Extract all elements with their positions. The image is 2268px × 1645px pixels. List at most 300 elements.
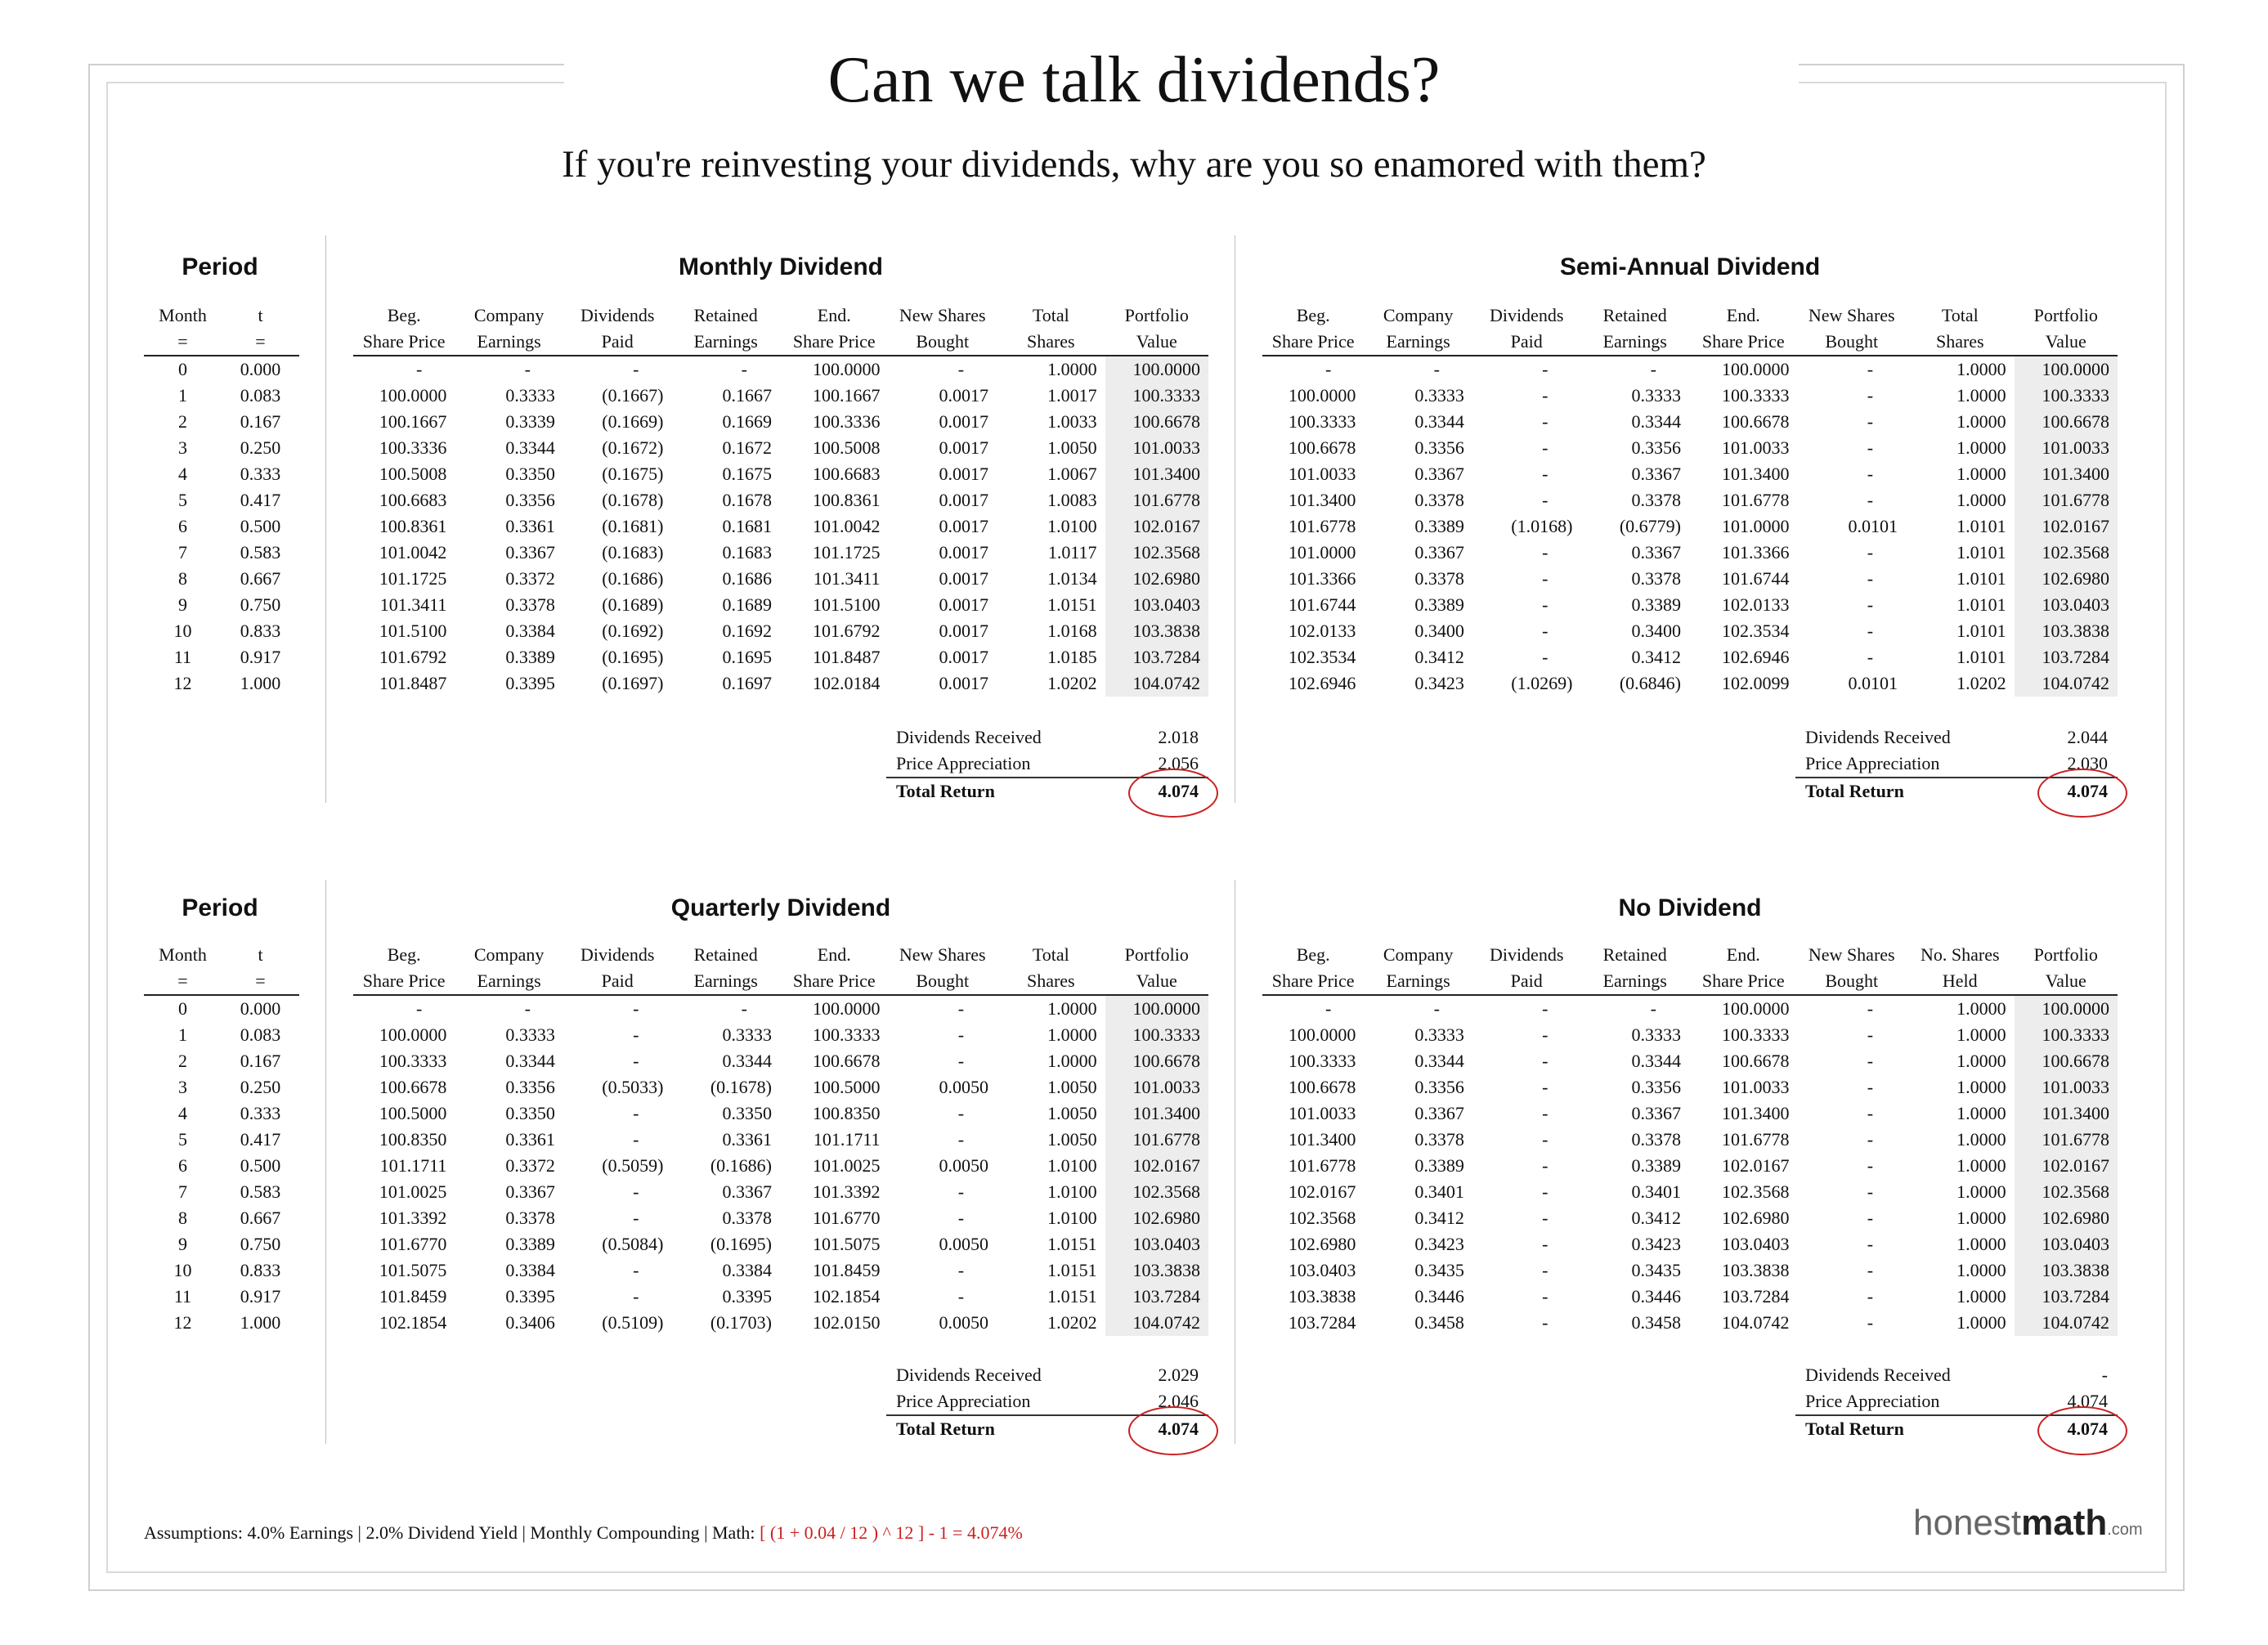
column-header: Held bbox=[1906, 968, 2015, 995]
header-row bbox=[353, 968, 1208, 995]
table-cell: 0.0017 bbox=[939, 542, 989, 563]
table-cell: 103.3838 bbox=[1288, 1286, 1356, 1307]
table-cell: - bbox=[1867, 464, 1874, 484]
table-cell: - bbox=[1542, 490, 1549, 510]
semiannual-dividends-label: Dividends Received bbox=[1805, 727, 1951, 747]
table-cell: 0.3401 bbox=[1414, 1181, 1464, 1202]
table-cell: 1.0050 bbox=[1047, 1129, 1097, 1150]
table-cell: - bbox=[524, 998, 531, 1019]
table-cell: 0.3356 bbox=[1414, 437, 1464, 458]
semiannual-total-highlight bbox=[2037, 769, 2127, 818]
table-row bbox=[1262, 1100, 2118, 1127]
table-cell: 100.3333 bbox=[379, 1051, 447, 1071]
monthly-dividend-table bbox=[353, 303, 1208, 697]
table-cell: 100.6678 bbox=[1105, 1048, 1208, 1074]
table-cell: 102.0167 bbox=[2015, 1153, 2118, 1179]
monthly-dividends-label: Dividends Received bbox=[896, 727, 1042, 747]
table-cell: (0.1686) bbox=[710, 1155, 772, 1176]
table-cell: 1.0017 bbox=[1047, 385, 1097, 406]
table-row bbox=[1262, 1074, 2118, 1100]
table-row bbox=[144, 1153, 299, 1179]
table-cell: 0.333 bbox=[240, 464, 281, 484]
table-cell: 102.0150 bbox=[813, 1312, 881, 1333]
table-cell: 101.1725 bbox=[813, 542, 881, 563]
column-header: Portfolio bbox=[2033, 944, 2098, 965]
assumptions-footer bbox=[144, 1521, 1023, 1545]
table-cell: 0.250 bbox=[240, 1077, 281, 1097]
table-cell: 102.0167 bbox=[1288, 1181, 1356, 1202]
table-cell: 101.6778 bbox=[1722, 1129, 1790, 1150]
table-cell: 103.7284 bbox=[1288, 1312, 1356, 1333]
table-cell: 101.3400 bbox=[1288, 1129, 1356, 1150]
table-cell: - bbox=[1542, 1155, 1549, 1176]
table-cell: 12 bbox=[173, 673, 192, 693]
table-cell: 0.0017 bbox=[939, 464, 989, 484]
table-cell: 101.3400 bbox=[1105, 461, 1208, 487]
table-cell: 0.3367 bbox=[505, 1181, 555, 1202]
table-cell: 0.3361 bbox=[505, 1129, 555, 1150]
table-cell: 102.6980 bbox=[1722, 1208, 1790, 1228]
table-cell: 1.0100 bbox=[1047, 1155, 1097, 1176]
table-cell: 100.6678 bbox=[2015, 1048, 2118, 1074]
table-cell: 100.0000 bbox=[1105, 356, 1208, 383]
table-cell: 100.0000 bbox=[1722, 998, 1790, 1019]
table-cell: 101.3400 bbox=[1105, 1100, 1208, 1127]
table-cell: 1.0100 bbox=[1047, 516, 1097, 536]
table-cell: 100.3336 bbox=[813, 411, 881, 432]
table-cell: 1.0101 bbox=[1956, 621, 2006, 641]
table-cell: 8 bbox=[178, 568, 187, 589]
table-cell: 103.7284 bbox=[1722, 1286, 1790, 1307]
table-cell: 0.3367 bbox=[1631, 1103, 1681, 1123]
table-cell: 0.3356 bbox=[505, 1077, 555, 1097]
table-cell: 100.0000 bbox=[1105, 995, 1208, 1022]
table-cell: 1.0000 bbox=[1956, 1155, 2006, 1176]
table-cell: 0.1695 bbox=[722, 647, 772, 667]
column-header: Shares bbox=[997, 329, 1105, 356]
column-header: Earnings bbox=[1364, 329, 1472, 356]
table-cell: 0.3344 bbox=[1414, 1051, 1464, 1071]
table-row bbox=[353, 1179, 1208, 1205]
table-cell: 101.3392 bbox=[813, 1181, 881, 1202]
table-cell: - bbox=[633, 1260, 639, 1280]
table-cell: 100.0000 bbox=[2015, 356, 2118, 383]
table-cell: 1.0000 bbox=[1956, 998, 2006, 1019]
table-cell: 0.3389 bbox=[1414, 1155, 1464, 1176]
table-row bbox=[144, 1127, 299, 1153]
table-cell: 102.3568 bbox=[1288, 1208, 1356, 1228]
column-header: Value bbox=[2015, 329, 2118, 356]
table-cell: 0.3367 bbox=[505, 542, 555, 563]
table-cell: - bbox=[1542, 1181, 1549, 1202]
separator-left-bottom bbox=[325, 880, 326, 1444]
table-cell: 102.3534 bbox=[1722, 621, 1790, 641]
table-cell: 0.0017 bbox=[939, 647, 989, 667]
table-row bbox=[353, 1100, 1208, 1127]
column-header: End. bbox=[817, 305, 851, 325]
table-cell: - bbox=[1542, 411, 1549, 432]
table-cell: 0.3435 bbox=[1631, 1260, 1681, 1280]
page-title: Can we talk dividends? bbox=[827, 44, 1441, 116]
nodividend-title: No Dividend bbox=[1618, 894, 1762, 921]
table-cell: 1.0000 bbox=[1956, 490, 2006, 510]
table-row bbox=[1262, 461, 2118, 487]
table-cell: - bbox=[524, 359, 531, 379]
table-cell: 0.3361 bbox=[722, 1129, 772, 1150]
table-cell: (0.1697) bbox=[602, 673, 664, 693]
table-cell: 0.3344 bbox=[505, 1051, 555, 1071]
table-cell: - bbox=[633, 1181, 639, 1202]
table-cell: 100.6683 bbox=[379, 490, 447, 510]
table-cell: (0.1695) bbox=[602, 647, 664, 667]
table-cell: - bbox=[633, 1208, 639, 1228]
monthly-total-value: 4.074 bbox=[1158, 781, 1199, 801]
period-title-top: Period bbox=[182, 253, 258, 280]
header-row bbox=[144, 303, 299, 329]
table-cell: 103.3838 bbox=[1105, 1257, 1208, 1284]
column-header: End. bbox=[817, 944, 851, 965]
table-cell: 101.0033 bbox=[1722, 437, 1790, 458]
quarterly-appreciation-label: Price Appreciation bbox=[896, 1391, 1031, 1411]
table-cell: - bbox=[1325, 359, 1332, 379]
table-cell: 103.7284 bbox=[1105, 1284, 1208, 1310]
table-row bbox=[144, 670, 299, 697]
table-cell: 100.6678 bbox=[2015, 409, 2118, 435]
table-row bbox=[353, 1048, 1208, 1074]
table-cell: 0.000 bbox=[240, 359, 281, 379]
table-cell: 104.0742 bbox=[1722, 1312, 1790, 1333]
table-cell: 1.0000 bbox=[1956, 1103, 2006, 1123]
table-cell: (0.1695) bbox=[710, 1234, 772, 1254]
table-cell: 0.1681 bbox=[722, 516, 772, 536]
table-cell: 0.3361 bbox=[505, 516, 555, 536]
table-cell: 0.3400 bbox=[1631, 621, 1681, 641]
semiannual-total-value: 4.074 bbox=[2067, 781, 2108, 801]
table-row bbox=[353, 618, 1208, 644]
table-cell: - bbox=[633, 1286, 639, 1307]
table-cell: 0.167 bbox=[240, 1051, 281, 1071]
table-cell: 101.0033 bbox=[1105, 435, 1208, 461]
table-cell: 1.0050 bbox=[1047, 437, 1097, 458]
table-cell: 0.3378 bbox=[1414, 490, 1464, 510]
table-cell: 101.6792 bbox=[379, 647, 447, 667]
table-cell: - bbox=[1867, 1208, 1874, 1228]
table-cell: 0.583 bbox=[240, 542, 281, 563]
column-header: Share Price bbox=[353, 329, 455, 356]
table-cell: 102.3568 bbox=[1105, 540, 1208, 566]
table-cell: 1.0050 bbox=[1047, 1077, 1097, 1097]
table-cell: 101.0000 bbox=[1288, 542, 1356, 563]
column-header: Portfolio bbox=[1124, 305, 1189, 325]
table-cell: 0.667 bbox=[240, 1208, 281, 1228]
header-row bbox=[1262, 303, 2118, 329]
table-cell: 0.3389 bbox=[505, 1234, 555, 1254]
table-cell: 9 bbox=[178, 594, 187, 615]
table-row bbox=[1262, 409, 2118, 435]
column-header: = bbox=[222, 329, 299, 356]
table-row bbox=[144, 618, 299, 644]
column-header: Company bbox=[1383, 305, 1454, 325]
table-cell: 100.6678 bbox=[1722, 411, 1790, 432]
table-cell: - bbox=[416, 998, 423, 1019]
table-row bbox=[353, 1231, 1208, 1257]
table-row bbox=[144, 487, 299, 513]
table-cell: 1.0000 bbox=[1956, 1260, 2006, 1280]
table-cell: 8 bbox=[178, 1208, 187, 1228]
table-cell: 0.3333 bbox=[1414, 385, 1464, 406]
table-cell: 1.0000 bbox=[1956, 1129, 2006, 1150]
table-cell: 0.3372 bbox=[505, 1155, 555, 1176]
table-cell: - bbox=[1867, 621, 1874, 641]
table-cell: 101.3366 bbox=[1722, 542, 1790, 563]
table-row bbox=[1262, 435, 2118, 461]
column-header: Portfolio bbox=[2033, 305, 2098, 325]
table-cell: 102.3568 bbox=[1105, 1179, 1208, 1205]
table-cell: 0.3344 bbox=[722, 1051, 772, 1071]
column-header: Dividends bbox=[580, 944, 655, 965]
table-cell: 0.3423 bbox=[1414, 673, 1464, 693]
table-cell: 103.3838 bbox=[1105, 618, 1208, 644]
column-header: New Shares bbox=[899, 944, 986, 965]
monthly-appreciation-label: Price Appreciation bbox=[896, 753, 1031, 773]
quarterly-total-value: 4.074 bbox=[1158, 1419, 1199, 1439]
table-cell: 1.0067 bbox=[1047, 464, 1097, 484]
table-cell: 0.833 bbox=[240, 621, 281, 641]
monthly-appreciation-value: 2.056 bbox=[1158, 753, 1199, 773]
table-cell: 0.0050 bbox=[939, 1312, 989, 1333]
table-cell: 1.0000 bbox=[1956, 464, 2006, 484]
table-cell: 103.7284 bbox=[2015, 644, 2118, 670]
table-cell: 1.0151 bbox=[1047, 1286, 1097, 1307]
column-header: Share Price bbox=[780, 968, 889, 995]
table-cell: 0.500 bbox=[240, 1155, 281, 1176]
table-cell: - bbox=[957, 1024, 965, 1045]
table-row bbox=[1262, 1284, 2118, 1310]
table-cell: 0.0017 bbox=[939, 411, 989, 432]
table-cell: - bbox=[1542, 568, 1549, 589]
table-cell: - bbox=[1867, 568, 1874, 589]
table-cell: - bbox=[1542, 1286, 1549, 1307]
table-cell: 100.0000 bbox=[379, 385, 447, 406]
table-cell: 101.0033 bbox=[1722, 1077, 1790, 1097]
monthly-total-highlight bbox=[1128, 769, 1218, 818]
header-row bbox=[144, 329, 299, 356]
table-row bbox=[1262, 618, 2118, 644]
table-cell: 1.0101 bbox=[1956, 594, 2006, 615]
quarterly-total-label: Total Return bbox=[896, 1419, 995, 1439]
table-cell: 1.0100 bbox=[1047, 1208, 1097, 1228]
table-cell: - bbox=[1542, 621, 1549, 641]
table-cell: 101.8487 bbox=[813, 647, 881, 667]
table-cell: 100.1667 bbox=[379, 411, 447, 432]
table-cell: - bbox=[1542, 1260, 1549, 1280]
logo-part-math: math bbox=[2021, 1503, 2108, 1543]
table-cell: 4 bbox=[178, 1103, 187, 1123]
table-cell: - bbox=[1867, 490, 1874, 510]
table-cell: 0.0050 bbox=[939, 1155, 989, 1176]
table-cell: 101.0042 bbox=[379, 542, 447, 563]
table-cell: 0.3356 bbox=[1631, 437, 1681, 458]
table-cell: 101.3400 bbox=[1288, 490, 1356, 510]
table-cell: 5 bbox=[178, 490, 187, 510]
table-cell: 0.083 bbox=[240, 385, 281, 406]
column-header: Retained bbox=[693, 305, 758, 325]
table-cell: 7 bbox=[178, 1181, 187, 1202]
table-cell: 0.3395 bbox=[505, 673, 555, 693]
table-cell: 101.3392 bbox=[379, 1208, 447, 1228]
table-cell: 101.3400 bbox=[1722, 1103, 1790, 1123]
table-cell: 101.0033 bbox=[2015, 1074, 2118, 1100]
table-cell: 0.333 bbox=[240, 1103, 281, 1123]
table-cell: 101.3411 bbox=[379, 594, 447, 615]
quarterly-total-highlight bbox=[1128, 1406, 1218, 1455]
table-row bbox=[353, 1205, 1208, 1231]
nodividend-total-label: Total Return bbox=[1805, 1419, 1904, 1439]
header-row bbox=[353, 942, 1208, 968]
table-cell: (0.1689) bbox=[602, 594, 664, 615]
table-cell: 100.6683 bbox=[813, 464, 881, 484]
column-header: Bought bbox=[1798, 968, 1907, 995]
table-cell: 1.0000 bbox=[1047, 1051, 1097, 1071]
column-header: Share Price bbox=[1689, 329, 1798, 356]
table-cell: 0.0017 bbox=[939, 568, 989, 589]
table-cell: 1.0000 bbox=[1956, 437, 2006, 458]
table-cell: 0.3412 bbox=[1414, 1208, 1464, 1228]
table-cell: - bbox=[1867, 542, 1874, 563]
table-cell: 0.3350 bbox=[505, 464, 555, 484]
table-cell: 0.1697 bbox=[722, 673, 772, 693]
header-row bbox=[1262, 329, 2118, 356]
table-cell: - bbox=[957, 1181, 965, 1202]
table-cell: 0.3406 bbox=[505, 1312, 555, 1333]
table-cell: 104.0742 bbox=[2015, 1310, 2118, 1336]
table-cell: - bbox=[957, 359, 965, 379]
table-cell: 5 bbox=[178, 1129, 187, 1150]
table-cell: 100.3333 bbox=[1105, 383, 1208, 409]
table-cell: 101.1711 bbox=[379, 1155, 447, 1176]
table-cell: 100.6678 bbox=[1288, 1077, 1356, 1097]
table-cell: (0.1675) bbox=[602, 464, 664, 484]
table-row bbox=[144, 1231, 299, 1257]
table-cell: 100.0000 bbox=[1288, 385, 1356, 406]
table-row bbox=[144, 1048, 299, 1074]
table-cell: 1.0101 bbox=[1956, 568, 2006, 589]
period-table-bottom bbox=[144, 942, 299, 1336]
assumptions-text: Assumptions: 4.0% Earnings | 2.0% Dividend Yield | Monthly Compounding | Math: bbox=[144, 1522, 760, 1543]
table-cell: 0.3367 bbox=[1414, 1103, 1464, 1123]
table-cell: 0.1692 bbox=[722, 621, 772, 641]
table-row bbox=[144, 1179, 299, 1205]
table-cell: - bbox=[1867, 359, 1874, 379]
table-cell: 9 bbox=[178, 1234, 187, 1254]
table-cell: 101.3411 bbox=[813, 568, 881, 589]
table-row bbox=[144, 1257, 299, 1284]
column-header: Retained bbox=[1602, 944, 1667, 965]
column-header: Bought bbox=[889, 329, 997, 356]
table-row bbox=[1262, 1310, 2118, 1336]
table-row bbox=[353, 356, 1208, 383]
table-cell: 1.0083 bbox=[1047, 490, 1097, 510]
table-row bbox=[144, 1310, 299, 1336]
table-cell: 100.3333 bbox=[1722, 1024, 1790, 1045]
column-header: = bbox=[144, 329, 222, 356]
table-cell: 103.3838 bbox=[2015, 618, 2118, 644]
table-cell: 103.0403 bbox=[1722, 1234, 1790, 1254]
table-cell: 101.3400 bbox=[1722, 464, 1790, 484]
column-header: t bbox=[258, 944, 263, 965]
column-header: Retained bbox=[1602, 305, 1667, 325]
table-cell: - bbox=[1542, 1024, 1549, 1045]
table-cell: 100.3333 bbox=[813, 1024, 881, 1045]
table-cell: - bbox=[1867, 1077, 1874, 1097]
table-cell: - bbox=[1433, 359, 1440, 379]
table-cell: (0.5059) bbox=[602, 1155, 664, 1176]
table-cell: 100.0000 bbox=[1722, 359, 1790, 379]
column-header: New Shares bbox=[1808, 944, 1895, 965]
table-cell: (0.1667) bbox=[602, 385, 664, 406]
table-cell: - bbox=[1542, 385, 1549, 406]
table-cell: 1.0000 bbox=[1956, 1312, 2006, 1333]
table-cell: - bbox=[633, 1024, 639, 1045]
table-cell: 0.3344 bbox=[1631, 411, 1681, 432]
table-cell: 1.0000 bbox=[1956, 1208, 2006, 1228]
table-cell: 100.1667 bbox=[813, 385, 881, 406]
table-cell: 0.3389 bbox=[1414, 594, 1464, 615]
table-cell: 0.0101 bbox=[1848, 516, 1898, 536]
table-cell: 7 bbox=[178, 542, 187, 563]
table-cell: 0.3401 bbox=[1631, 1181, 1681, 1202]
table-row bbox=[353, 1310, 1208, 1336]
table-row bbox=[353, 1074, 1208, 1100]
table-row bbox=[353, 1153, 1208, 1179]
table-cell: - bbox=[957, 1208, 965, 1228]
table-cell: 0.3423 bbox=[1414, 1234, 1464, 1254]
table-cell: 101.1711 bbox=[813, 1129, 881, 1150]
column-header: Company bbox=[1383, 944, 1454, 965]
column-header: Earnings bbox=[1580, 968, 1689, 995]
table-cell: 1.0101 bbox=[1956, 516, 2006, 536]
column-header: Bought bbox=[889, 968, 997, 995]
column-header: Share Price bbox=[1262, 968, 1364, 995]
column-header: Earnings bbox=[455, 329, 563, 356]
column-header: Paid bbox=[1472, 968, 1581, 995]
table-row bbox=[353, 1257, 1208, 1284]
column-header: New Shares bbox=[899, 305, 986, 325]
table-cell: 102.6980 bbox=[2015, 1205, 2118, 1231]
table-cell: 0.750 bbox=[240, 594, 281, 615]
table-cell: 102.0133 bbox=[1722, 594, 1790, 615]
table-cell: 103.0403 bbox=[2015, 592, 2118, 618]
table-cell: 2 bbox=[178, 411, 187, 432]
table-cell: 1.0117 bbox=[1047, 542, 1097, 563]
table-cell: 0.3333 bbox=[722, 1024, 772, 1045]
table-cell: 103.0403 bbox=[1105, 592, 1208, 618]
column-header: New Shares bbox=[1808, 305, 1895, 325]
table-cell: 103.3838 bbox=[1722, 1260, 1790, 1280]
semiannual-dividends-value: 2.044 bbox=[2067, 727, 2108, 747]
table-row bbox=[1262, 670, 2118, 697]
table-cell: (1.0269) bbox=[1511, 673, 1573, 693]
table-row bbox=[1262, 513, 2118, 540]
table-row bbox=[353, 513, 1208, 540]
table-cell: - bbox=[1867, 1312, 1874, 1333]
column-header: Share Price bbox=[1689, 968, 1798, 995]
column-header: End. bbox=[1726, 305, 1760, 325]
table-cell: 1.0000 bbox=[1956, 1024, 2006, 1045]
table-cell: 101.0000 bbox=[1722, 516, 1790, 536]
table-cell: 0.417 bbox=[240, 490, 281, 510]
table-cell: 100.3333 bbox=[1722, 385, 1790, 406]
